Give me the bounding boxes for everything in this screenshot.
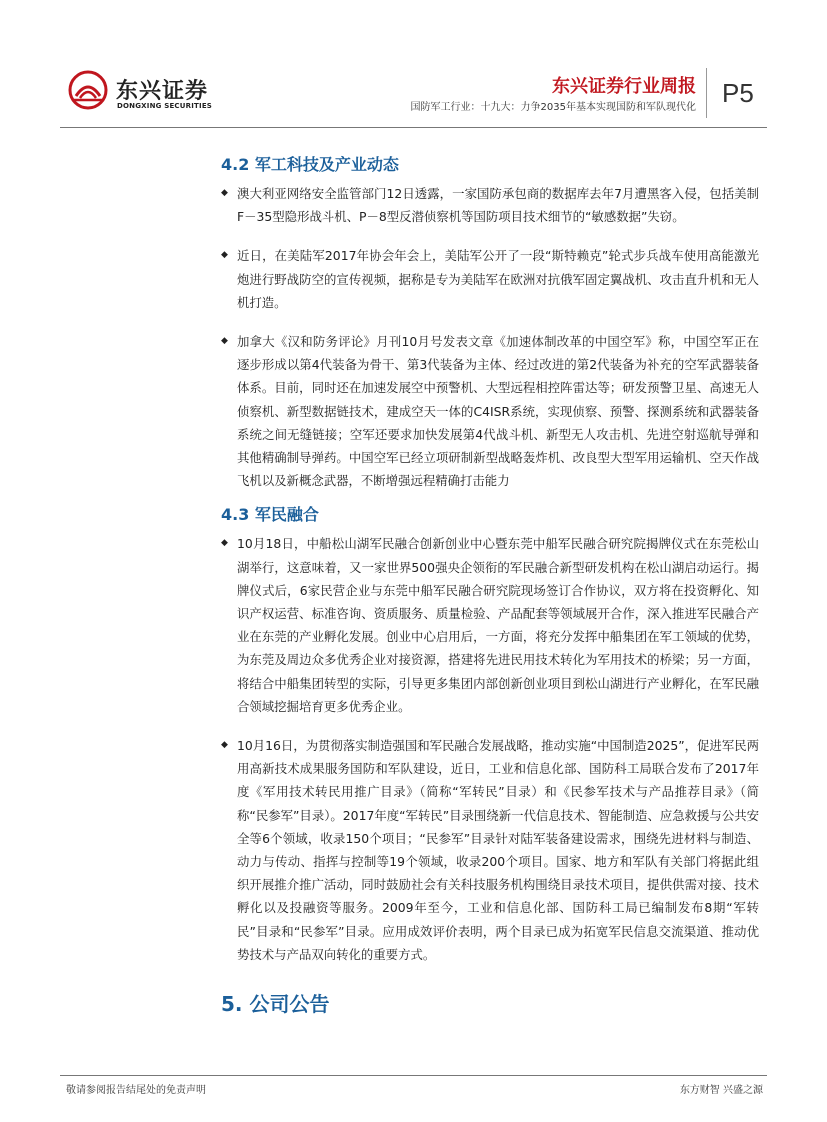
bullet-paragraph [221, 182, 759, 228]
footer-disclaimer: 敬请参阅报告结尾处的免责声明 [66, 1085, 206, 1096]
page-number: P5 [722, 78, 754, 108]
footer-rule [60, 1075, 767, 1076]
diamond-bullet-icon: ◆ [221, 188, 228, 198]
paragraph-text: 10月16日，为贯彻落实制造强国和军民融合发展战略，推动实施“中国制造2025”，促进军民两用高新技术成果服务国防和军队建设，近日，工业和信息化部、国防科工局联合发布了2017年度《军用技术转民用推广目录》（简称“军转民”目录）和《民参军技术与产品推荐目录》（简称“民参军”目录）。2017年度“军转民”目录围绕新一代信息技术、智能制造、应急救援与公共安全等6个领域，收录150个项目；“民参军”目录针对陆军装备建设需求，围绕先进材料与制造、动力与传动、指挥与控制等19个领域，收录200个项目。国家、地方和军队有关部门将据此组织开展推介推广活动，同时鼓励社会有关科技服务机构围绕目录技术项目，提供供需对接、技术孵化以及投融资等服务。2009年至今，工业和信息化部、国防科工局已编制发布8期“军转民”目录和“民参军”目录。应用成效评价表明，两个目录已成为拓宽军民信息交流渠道、推动优势技术与产品双向转化的重要方式。 [237, 738, 759, 962]
bullet-paragraph [221, 532, 759, 718]
header-rule [60, 127, 767, 128]
report-title: 东兴证券行业周报 [552, 76, 696, 97]
diamond-bullet-icon: ◆ [221, 336, 228, 347]
diamond-bullet-icon: ◆ [221, 538, 228, 549]
paragraph-text: 澳大利亚网络安全监管部门12日透露，一家国防承包商的数据库去年7月遭黑客入侵，包括美制F－35型隐形战斗机、P－8型反潜侦察机等国防项目技术细节的“敏感数据”失窃。 [237, 186, 759, 225]
dongxing-logo-icon [68, 70, 108, 110]
section-title-4-3: 4.3 军民融合 [221, 505, 319, 525]
page-header [0, 0, 827, 130]
diamond-bullet-icon: ◆ [221, 250, 228, 261]
report-subtitle: 国防军工行业：十九大：力争2035年基本实现国防和军队现代化 [410, 102, 696, 113]
header-divider [706, 68, 707, 118]
section-title-4-2: 4.2 军工科技及产业动态 [221, 155, 399, 174]
bullet-paragraph [221, 734, 759, 966]
section-title-5: 5. 公司公告 [221, 992, 330, 1017]
diamond-bullet-icon: ◆ [221, 740, 228, 751]
main-content [221, 148, 759, 1026]
paragraph-text: 10月18日，中船松山湖军民融合创新创业中心暨东莞中船军民融合研究院揭牌仪式在东莞松山湖举行，这意味着，又一家世界500强央企领衔的军民融合新型研发机构在松山湖启动运行。揭牌仪式后，6家民营企业与东莞中船军民融合研究院现场签订合作协议，双方将在投资孵化、知识产权运营、标准咨询、资质服务、质量检验、产品配套等领域展开合作，深入推进军民融合产业在东莞的产业孵化发展。创业中心启用后，一方面，将充分发挥中船集团在军工领域的优势，为东莞及周边众多优秀企业对接资源，搭建将先进民用技术转化为军用技术的桥梁；另一方面，将结合中船集团转型的实际，引导更多集团内部创新创业项目到松山湖进行产业孵化，在军民融合领域挖掘培育更多优秀企业。 [237, 536, 759, 714]
paragraph-text: 近日，在美陆军2017年协会年会上，美陆军公开了一段“斯特赖克”轮式步兵战车使用高能激光炮进行野战防空的宣传视频，据称是专为美陆军在欧洲对抗俄军固定翼战机、攻击直升机和无人机打造。 [237, 248, 759, 310]
logo-text-en: DONGXING SECURITIES [117, 102, 213, 110]
footer-slogan: 东方财智 兴盛之源 [679, 1085, 763, 1096]
logo-text-cn: 东兴证券 [116, 79, 209, 104]
bullet-paragraph [221, 244, 759, 314]
bullet-paragraph [221, 330, 759, 492]
paragraph-text: 加拿大《汉和防务评论》月刊10月号发表文章《加速体制改革的中国空军》称，中国空军正在逐步形成以第4代装备为骨干、第3代装备为主体、经过改进的第2代装备为补充的空军武器装备体系。目前，同时还在加速发展空中预警机、大型远程相控阵雷达等；研发预警卫星、高速无人侦察机、新型数据链技术，建成空天一体的C4ISR系统，实现侦察、预警、探测系统和武器装备系统之间无缝链接；空军还要求加快发展第4代战斗机、新型无人攻击机、先进空射巡航导弹和其他精确制导弹药。中国空军已经立项研制新型战略轰炸机、改良型大型军用运输机、空天作战飞机以及新概念武器，不断增强远程精确打击能力 [237, 334, 759, 489]
